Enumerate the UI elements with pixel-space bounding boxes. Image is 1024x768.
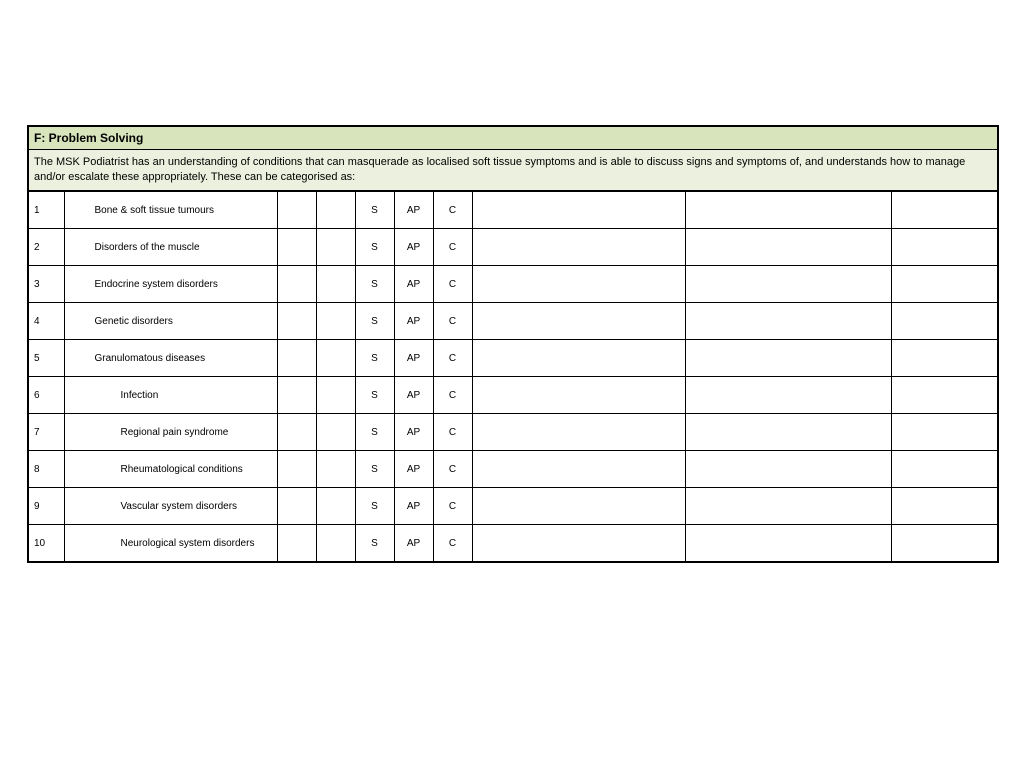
table-row xyxy=(28,377,998,414)
blank-cell xyxy=(891,377,998,414)
blank-cell xyxy=(891,525,998,563)
table-row xyxy=(28,266,998,303)
table-row xyxy=(28,488,998,525)
blank-cell xyxy=(277,303,316,340)
item-number: 2 xyxy=(28,229,64,266)
level-c: C xyxy=(433,266,472,303)
blank-cell xyxy=(685,303,891,340)
item-label: Vascular system disorders xyxy=(64,488,277,525)
section-title-row xyxy=(28,126,998,150)
level-c: C xyxy=(433,414,472,451)
item-label: Regional pain syndrome xyxy=(64,414,277,451)
level-ap: AP xyxy=(394,377,433,414)
blank-cell xyxy=(472,266,685,303)
blank-cell xyxy=(316,377,355,414)
level-ap: AP xyxy=(394,229,433,266)
blank-cell xyxy=(891,451,998,488)
level-s: S xyxy=(355,377,394,414)
level-ap: AP xyxy=(394,414,433,451)
item-number: 6 xyxy=(28,377,64,414)
item-label: Rheumatological conditions xyxy=(64,451,277,488)
blank-cell xyxy=(891,266,998,303)
blank-cell xyxy=(316,451,355,488)
item-label: Granulomatous diseases xyxy=(64,340,277,377)
level-ap: AP xyxy=(394,266,433,303)
blank-cell xyxy=(891,191,998,229)
blank-cell xyxy=(316,191,355,229)
blank-cell xyxy=(316,340,355,377)
level-ap: AP xyxy=(394,451,433,488)
level-s: S xyxy=(355,525,394,563)
item-number: 1 xyxy=(28,191,64,229)
level-s: S xyxy=(355,266,394,303)
item-label: Endocrine system disorders xyxy=(64,266,277,303)
blank-cell xyxy=(316,266,355,303)
blank-cell xyxy=(685,340,891,377)
blank-cell xyxy=(685,191,891,229)
item-number: 5 xyxy=(28,340,64,377)
blank-cell xyxy=(316,303,355,340)
item-label: Neurological system disorders xyxy=(64,525,277,563)
item-label: Disorders of the muscle xyxy=(64,229,277,266)
table-row xyxy=(28,525,998,563)
blank-cell xyxy=(685,488,891,525)
blank-cell xyxy=(472,488,685,525)
blank-cell xyxy=(277,229,316,266)
blank-cell xyxy=(891,414,998,451)
blank-cell xyxy=(685,414,891,451)
level-ap: AP xyxy=(394,303,433,340)
section-title: F: Problem Solving xyxy=(28,126,998,150)
blank-cell xyxy=(472,525,685,563)
level-ap: AP xyxy=(394,340,433,377)
item-number: 7 xyxy=(28,414,64,451)
blank-cell xyxy=(472,377,685,414)
blank-cell xyxy=(685,451,891,488)
level-c: C xyxy=(433,340,472,377)
item-number: 10 xyxy=(28,525,64,563)
item-number: 3 xyxy=(28,266,64,303)
item-number: 4 xyxy=(28,303,64,340)
item-label: Genetic disorders xyxy=(64,303,277,340)
blank-cell xyxy=(891,229,998,266)
item-number: 8 xyxy=(28,451,64,488)
level-ap: AP xyxy=(394,525,433,563)
blank-cell xyxy=(316,525,355,563)
blank-cell xyxy=(472,303,685,340)
blank-cell xyxy=(277,488,316,525)
blank-cell xyxy=(891,340,998,377)
blank-cell xyxy=(685,229,891,266)
level-c: C xyxy=(433,303,472,340)
item-number: 9 xyxy=(28,488,64,525)
blank-cell xyxy=(277,266,316,303)
blank-cell xyxy=(472,340,685,377)
level-c: C xyxy=(433,488,472,525)
blank-cell xyxy=(316,229,355,266)
blank-cell xyxy=(685,377,891,414)
blank-cell xyxy=(316,414,355,451)
level-ap: AP xyxy=(394,488,433,525)
level-s: S xyxy=(355,414,394,451)
blank-cell xyxy=(277,340,316,377)
level-c: C xyxy=(433,229,472,266)
blank-cell xyxy=(685,266,891,303)
blank-cell xyxy=(277,377,316,414)
level-s: S xyxy=(355,229,394,266)
blank-cell xyxy=(472,451,685,488)
table-row xyxy=(28,451,998,488)
item-label: Bone & soft tissue tumours xyxy=(64,191,277,229)
blank-cell xyxy=(316,488,355,525)
blank-cell xyxy=(277,414,316,451)
table-row xyxy=(28,303,998,340)
blank-cell xyxy=(472,191,685,229)
blank-cell xyxy=(891,488,998,525)
level-c: C xyxy=(433,451,472,488)
blank-cell xyxy=(472,414,685,451)
blank-cell xyxy=(685,525,891,563)
blank-cell xyxy=(277,191,316,229)
level-s: S xyxy=(355,191,394,229)
blank-cell xyxy=(277,525,316,563)
problem-solving-table xyxy=(27,125,999,563)
item-label: Infection xyxy=(64,377,277,414)
section-description: The MSK Podiatrist has an understanding of conditions that can masquerade as localised soft tissue symptoms and is able to discuss signs and symptoms of, and understands how to manage and/or escalate these appropriately. These can be categorised as: xyxy=(28,150,998,192)
table-row xyxy=(28,414,998,451)
blank-cell xyxy=(472,229,685,266)
blank-cell xyxy=(891,303,998,340)
level-c: C xyxy=(433,377,472,414)
table-row xyxy=(28,340,998,377)
level-s: S xyxy=(355,451,394,488)
section-description-row xyxy=(28,150,998,192)
level-s: S xyxy=(355,340,394,377)
level-ap: AP xyxy=(394,191,433,229)
level-s: S xyxy=(355,488,394,525)
level-c: C xyxy=(433,191,472,229)
table-row xyxy=(28,229,998,266)
blank-cell xyxy=(277,451,316,488)
level-s: S xyxy=(355,303,394,340)
level-c: C xyxy=(433,525,472,563)
table-row xyxy=(28,191,998,229)
